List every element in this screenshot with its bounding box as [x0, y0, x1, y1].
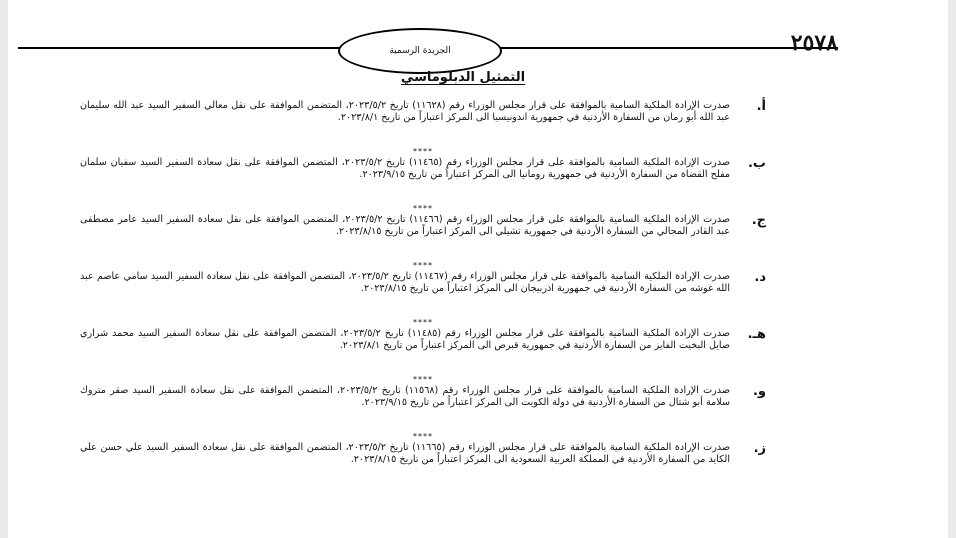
- gazette-name-oval: [338, 28, 502, 74]
- entry-letter: ز.: [753, 441, 766, 456]
- separator-stars: ****: [413, 375, 433, 384]
- decree-entry-c: [80, 214, 766, 271]
- entry-letter: ج.: [751, 213, 766, 228]
- separator-stars: ****: [413, 204, 433, 213]
- entry-letter: هـ.: [747, 327, 766, 342]
- left-margin-bar: [0, 0, 8, 538]
- entry-letter: ب.: [747, 156, 766, 171]
- decree-entry-g: [80, 442, 766, 499]
- decree-entry-e: [80, 328, 766, 385]
- decree-entry-a: [80, 100, 766, 157]
- separator-stars: ****: [413, 432, 433, 441]
- separator-stars: ****: [413, 147, 433, 156]
- entry-text: صدرت الإرادة الملكية السامية بالموافقة على قرار مجلس الوزراء رقم (١١٤٦٧) تاريخ ٢٠٢٣/٥/٢، المتضمن الموافقة على نقل سعادة السفير السيد سامي عاصم عبد الله غوشه من السفارة الأردنية في جمهورية اذربيجان الى المركز اعتباراً من تاريخ ٢٠٢٣/٨/١٥.: [80, 271, 730, 294]
- entry-letter: و.: [752, 384, 766, 399]
- gazette-name: الجريدة الرسمية: [389, 46, 451, 56]
- decree-entry-d: [80, 271, 766, 328]
- separator-stars: ****: [413, 261, 433, 270]
- entry-text: صدرت الإرادة الملكية السامية بالموافقة على قرار مجلس الوزراء رقم (١١٦٢٨) تاريخ ٢٠٢٣/٥/٢، المتضمن الموافقة على نقل معالي السفير السيد عبد الله سليمان عبد الله أبو رمان من السفارة الأردنية في جمهورية اندونيسيا الى المركز اعتباراً من تاريخ ٢٠٢٣/٨/١.: [80, 100, 730, 123]
- separator-stars: ****: [413, 318, 433, 327]
- entry-text: صدرت الإرادة الملكية السامية بالموافقة على قرار مجلس الوزراء رقم (١١٤٨٥) تاريخ ٢٠٢٣/٥/٢، المتضمن الموافقة على نقل سعادة السفير السيد محمد شراري صايل البخيت الفايز من السفارة الأردنية في جمهورية قبرص الى المركز اعتباراً من تاريخ ٢٠٢٣/٨/١.: [80, 328, 730, 351]
- right-margin-bar: [948, 0, 956, 538]
- decree-entry-f: [80, 385, 766, 442]
- decree-entry-b: [80, 157, 766, 214]
- entry-text: صدرت الإرادة الملكية السامية بالموافقة على قرار مجلس الوزراء رقم (١١٤٦٥) تاريخ ٢٠٢٣/٥/٢، المتضمن الموافقة على نقل سعادة السفير السيد سفيان سلمان مفلح القضاة من السفارة الأردنية في جمهورية رومانيا الى المركز اعتباراً من تاريخ ٢٠٢٣/٩/١٥.: [80, 157, 731, 180]
- entry-letter: أ.: [756, 99, 766, 114]
- entry-text: صدرت الإرادة الملكية السامية بالموافقة على قرار مجلس الوزراء رقم (١١٥٦٨) تاريخ ٢٠٢٣/٥/٢، المتضمن الموافقة على نقل سعادة السفير السيد صقر متروك سلامة أبو شتال من السفارة الأردنية في دولة الكويت الى المركز اعتباراً من تاريخ ٢٠٢٣/٩/١٥.: [80, 385, 730, 408]
- entry-text: صدرت الإرادة الملكية السامية بالموافقة على قرار مجلس الوزراء رقم (١١٦٦٥) تاريخ ٢٠٢٣/٥/٢، المتضمن الموافقة على نقل سعادة السفير السيد علي حسن علي الكايد من السفارة الأردنية في المملكة العربية السعودية الى المركز اعتباراً من تاريخ ٢٠٢٣/٨/١٥.: [80, 442, 731, 465]
- section-title: التمثيل الدبلوماسي: [400, 70, 526, 85]
- decree-list: [80, 100, 766, 500]
- page-number: ٢٥٧٨: [790, 30, 838, 56]
- entry-text: صدرت الإرادة الملكية السامية بالموافقة على قرار مجلس الوزراء رقم (١١٤٦٦) تاريخ ٢٠٢٣/٥/٢، المتضمن الموافقة على نقل سعادة السفير السيد عامر مصطفى عبد القادر المجالي من السفارة الأردنية في جمهورية تشيلي الى المركز اعتباراً من تاريخ ٢٠٢٣/٨/١٥.: [80, 214, 731, 237]
- entry-letter: د.: [754, 270, 766, 285]
